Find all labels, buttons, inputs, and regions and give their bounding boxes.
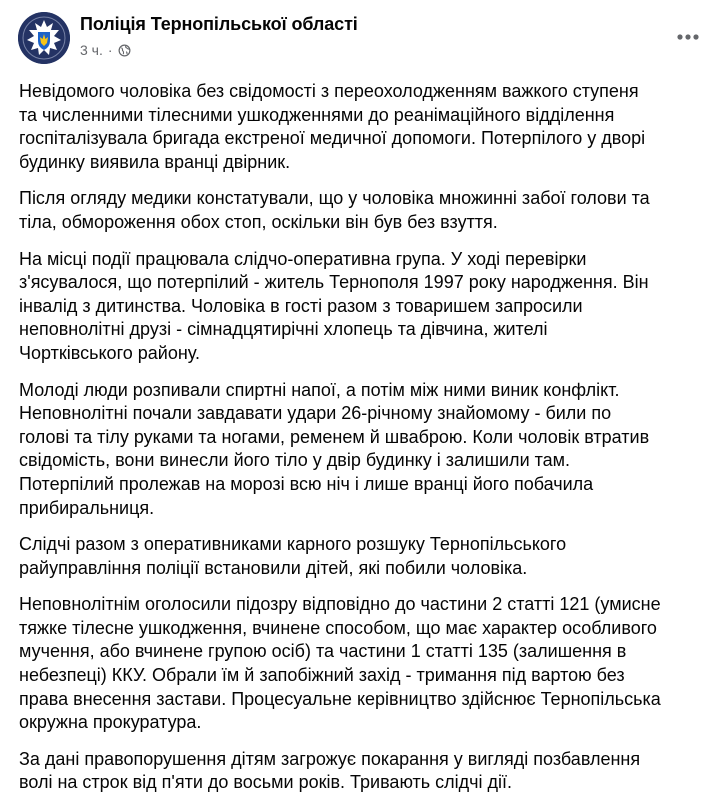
post-time[interactable]: 3 ч. xyxy=(80,42,103,58)
post-options-button[interactable] xyxy=(668,22,708,52)
paragraph-line: неповнолітні друзі - сімнадцятирічні хлопець та дівчина, жителі xyxy=(19,319,548,340)
post-paragraph xyxy=(19,248,709,366)
post-meta xyxy=(80,41,131,59)
author-name[interactable]: Поліція Тернопільської області xyxy=(80,14,358,34)
paragraph-line: Неповнолітнім оголосили підозру відповідно до частини 2 статті 121 (умисне xyxy=(19,594,661,615)
post-paragraph xyxy=(19,533,709,580)
paragraph-line: окружна прокуратура. xyxy=(19,712,202,733)
post-paragraph xyxy=(19,748,709,795)
paragraph-line: Молоді люди розпивали спиртні напої, а потім між ними виник конфлікт. xyxy=(19,379,620,400)
paragraph-line: Після огляду медики констатували, що у чоловіка множинні забої голови та xyxy=(19,188,650,209)
paragraph-line: з'ясувалося, що потерпілий - житель Тернополя 1997 року народження. Він xyxy=(19,272,649,293)
paragraph-line: Неповнолітні почали завдавати удари 26-річному знайомому - били по xyxy=(19,403,612,424)
paragraph-line: інвалід з дитинства. Чоловіка в гості разом з товаришем запросили xyxy=(19,295,583,316)
paragraph-line: прибиральниця. xyxy=(19,497,155,518)
paragraph-line: тіла, обмороження обох стоп, оскільки він був без взуття. xyxy=(19,211,498,232)
post-text xyxy=(19,80,709,808)
paragraph-line: Слідчі разом з оперативниками карного розшуку Тернопільського xyxy=(19,534,567,555)
post-header xyxy=(18,12,708,66)
more-horizontal-icon xyxy=(676,33,700,41)
post-paragraph xyxy=(19,593,709,735)
paragraph-line: голові та тілу руками та ногами, ременем й шваброю. Коли чоловік втратив xyxy=(19,426,650,447)
paragraph-line: мучення, або вчинене групою осіб) та частини 1 статті 135 (залишення в xyxy=(19,641,627,662)
paragraph-line: та численними тілесними ушкодженнями до реанімаційного відділення xyxy=(19,104,615,125)
paragraph-line: тяжке тілесне ушкодження, вчинене способом, що має характер особливого xyxy=(19,617,657,638)
paragraph-line: За дані правопорушення дітям загрожує покарання у вигляді позбавлення xyxy=(19,748,641,769)
post-paragraph xyxy=(19,379,709,521)
paragraph-line: На місці події працювала слідчо-оперативна група. У ході перевірки xyxy=(19,248,587,269)
paragraph-line: госпіталізувала бригада екстреної медичної допомоги. Потерпілого у дворі xyxy=(19,128,646,149)
avatar[interactable] xyxy=(18,12,70,64)
paragraph-line: права внесення застави. Процесуальне керівництво здійснює Тернопільська xyxy=(19,688,661,709)
paragraph-line: будинку виявила вранці двірник. xyxy=(19,151,291,172)
paragraph-line: райуправління поліції встановили дітей, які побили чоловіка. xyxy=(19,557,528,578)
post-paragraph xyxy=(19,80,709,174)
paragraph-line: Невідомого чоловіка без свідомості з переохолодженням важкого ступеня xyxy=(19,81,639,101)
paragraph-line: Чортківського району. xyxy=(19,342,200,363)
meta-separator: · xyxy=(107,42,113,58)
paragraph-line: свідомість, вони винесли його тіло у двір будинку і залишили там. xyxy=(19,450,571,471)
globe-icon[interactable] xyxy=(118,44,131,57)
paragraph-line: небезпеці) ККУ. Обрали їм й запобіжний захід - тримання під вартою без xyxy=(19,665,625,686)
paragraph-line: волі на строк від п'яти до восьми років. Тривають слідчі дії. xyxy=(19,772,513,793)
paragraph-line: Потерпілий пролежав на морозі всю ніч і лише вранці його побачила xyxy=(19,473,594,494)
post-paragraph xyxy=(19,187,709,234)
police-emblem-icon xyxy=(18,12,70,64)
